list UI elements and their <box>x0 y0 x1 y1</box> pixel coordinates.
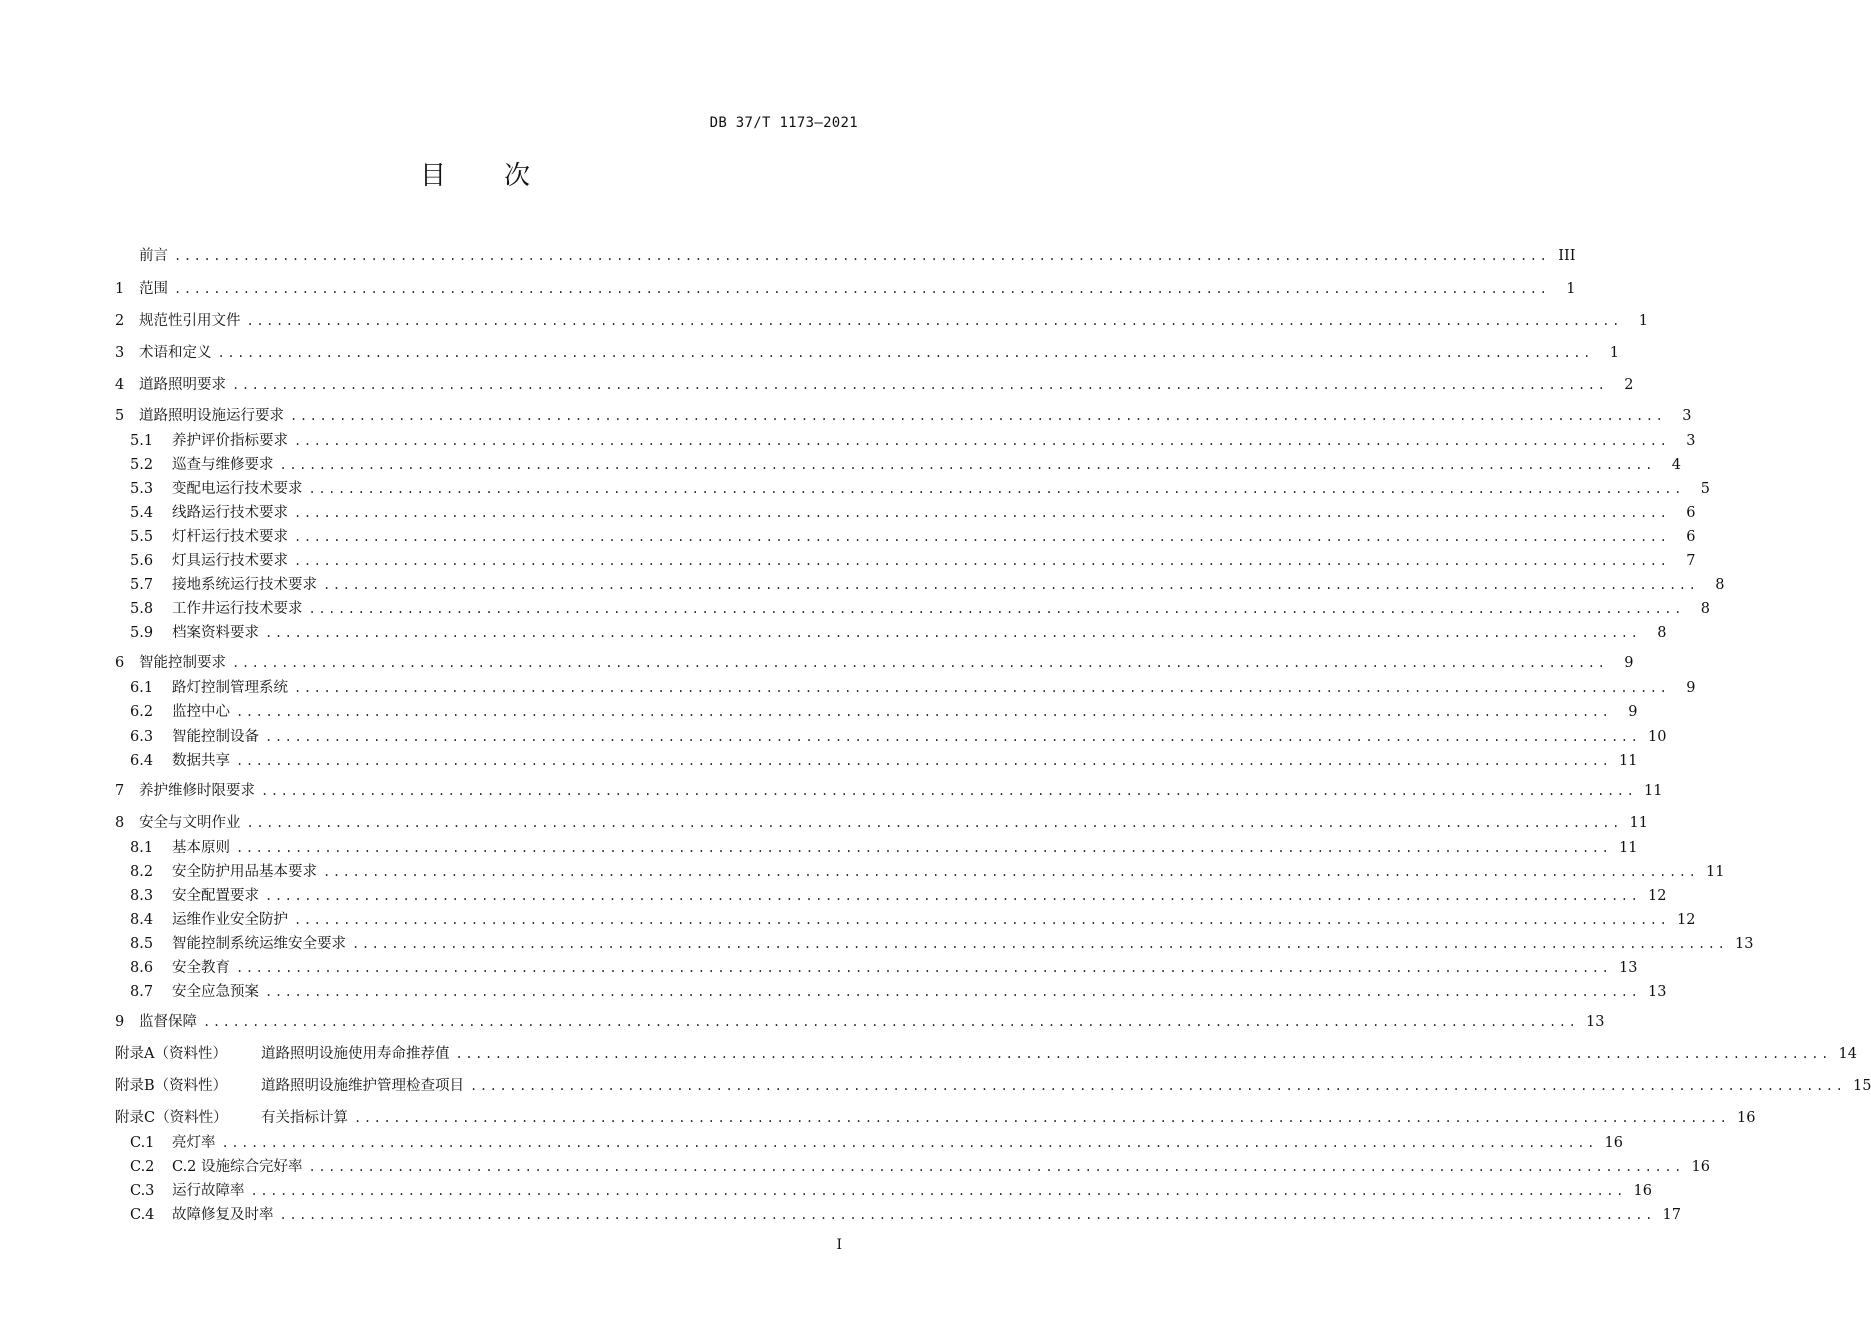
toc-entry-page: 12 <box>1677 912 1696 928</box>
toc-entry-label: 巡查与维修要求 <box>172 457 274 473</box>
toc-leader-dots: ............................................................................................................................................ <box>217 346 1593 360</box>
toc-leader-dots: ............................................................................................................................................ <box>455 1047 1831 1061</box>
toc-leader-dots: ............................................................................................................................................ <box>294 681 1670 695</box>
toc-leader-dots: ............................................................................................................................................ <box>308 482 1684 496</box>
toc-entry-label: 安全配置要求 <box>172 888 259 904</box>
toc-entry-page: 13 <box>1586 1014 1605 1030</box>
toc-entry[interactable] <box>130 454 1681 476</box>
toc-entry-label: 路灯控制管理系统 <box>172 680 288 696</box>
toc-entry[interactable] <box>130 430 1696 452</box>
document-code: DB 37/T 1173—2021 <box>709 115 858 131</box>
toc-entry[interactable] <box>115 780 1663 802</box>
toc-leader-dots: ............................................................................................................................................ <box>232 656 1608 670</box>
toc-entry[interactable] <box>130 622 1667 644</box>
toc-entry-page: 12 <box>1648 888 1667 904</box>
toc-leader-dots: ............................................................................................................................................ <box>470 1079 1846 1093</box>
toc-entry-label: 道路照明设施维护管理检查项目 <box>261 1078 464 1094</box>
toc-leader-dots: ............................................................................................................................................ <box>236 705 1612 719</box>
toc-leader-dots: ............................................................................................................................................ <box>290 409 1666 423</box>
toc-entry-number: 8.6 <box>130 960 154 976</box>
toc-entry-label: C.2 设施综合完好率 <box>172 1159 303 1175</box>
toc-leader-dots: ............................................................................................................................................ <box>323 578 1699 592</box>
toc-entry-label: 灯杆运行技术要求 <box>172 529 288 545</box>
toc-entry-label: 安全与文明作业 <box>139 815 241 831</box>
toc-entry-label: 基本原则 <box>172 840 230 856</box>
toc-entry[interactable] <box>115 342 1619 364</box>
toc-entry-number: 8.7 <box>130 984 154 1000</box>
toc-entry-number: 6.1 <box>130 680 154 696</box>
toc-entry-page: 8 <box>1700 601 1710 617</box>
toc-entry[interactable] <box>130 478 1710 500</box>
toc-leader-dots: ............................................................................................................................................ <box>265 626 1641 640</box>
toc-entry-label: 安全防护用品基本要求 <box>172 864 317 880</box>
toc-leader-dots: ............................................................................................................................................ <box>232 378 1608 392</box>
toc-entry-page: 1 <box>1566 281 1576 297</box>
toc-entry-number: 8.1 <box>130 840 154 856</box>
page-number: I <box>836 1237 842 1253</box>
toc-entry-number: 5 <box>115 408 125 424</box>
toc-entry-page: 7 <box>1686 553 1696 569</box>
toc-entry-number: 3 <box>115 345 125 361</box>
toc-entry[interactable] <box>130 981 1667 1003</box>
toc-entry-label: 工作井运行技术要求 <box>172 601 303 617</box>
toc-entry[interactable] <box>115 812 1648 834</box>
toc-entry[interactable] <box>115 245 1576 267</box>
toc-entry-number: 5.1 <box>130 433 154 449</box>
toc-entry-label: 智能控制系统运维安全要求 <box>172 936 346 952</box>
toc-entry[interactable] <box>130 1204 1681 1226</box>
toc-entry[interactable] <box>130 574 1725 596</box>
toc-entry[interactable] <box>130 701 1638 723</box>
toc-entry[interactable] <box>130 1156 1710 1178</box>
toc-entry[interactable] <box>130 957 1638 979</box>
toc-entry-number: 5.5 <box>130 529 154 545</box>
toc-entry[interactable] <box>115 405 1692 427</box>
toc-entry-page: 17 <box>1662 1207 1681 1223</box>
toc-entry-number: 附录B（资料性） <box>115 1078 228 1094</box>
toc-entry-number: C.1 <box>130 1135 155 1151</box>
toc-entry-number: 5.9 <box>130 625 154 641</box>
toc-entry-page: 11 <box>1619 753 1638 769</box>
toc-leader-dots: ............................................................................................................................................ <box>246 314 1622 328</box>
toc-entry-page: 11 <box>1706 864 1725 880</box>
toc-entry-number: C.3 <box>130 1183 155 1199</box>
toc-entry-label: 前言 <box>139 248 168 264</box>
toc-entry-number: 5.4 <box>130 505 154 521</box>
toc-entry-label: 道路照明设施使用寿命推荐值 <box>261 1046 450 1062</box>
toc-entry-label: 亮灯率 <box>172 1135 216 1151</box>
toc-entry-label: 道路照明设施运行要求 <box>139 408 284 424</box>
toc-entry[interactable] <box>130 726 1667 748</box>
toc-entry-page: 6 <box>1686 505 1696 521</box>
toc-leader-dots: ............................................................................................................................................ <box>174 249 1550 263</box>
toc-entry[interactable] <box>130 750 1638 772</box>
toc-entry[interactable] <box>115 310 1648 332</box>
toc-entry[interactable] <box>115 374 1634 396</box>
toc-entry-page: 10 <box>1648 729 1667 745</box>
toc-entry-page: 9 <box>1686 680 1696 696</box>
toc-leader-dots: ............................................................................................................................................ <box>294 434 1670 448</box>
toc-entry[interactable] <box>130 677 1696 699</box>
toc-entry-label: 灯具运行技术要求 <box>172 553 288 569</box>
toc-entry-label: 安全应急预案 <box>172 984 259 1000</box>
toc-leader-dots: ............................................................................................................................................ <box>174 282 1550 296</box>
toc-entry-number: C.4 <box>130 1207 155 1223</box>
toc-entry-page: 16 <box>1604 1135 1623 1151</box>
toc-entry-number: 7 <box>115 783 125 799</box>
toc-entry-label: 智能控制要求 <box>139 655 226 671</box>
toc-entry-page: 2 <box>1624 377 1634 393</box>
toc-entry[interactable] <box>130 1180 1652 1202</box>
toc-entry-label: 变配电运行技术要求 <box>172 481 303 497</box>
toc-entry[interactable] <box>130 526 1696 548</box>
toc-entry-label: 术语和定义 <box>139 345 212 361</box>
toc-entry-label: 监督保障 <box>139 1014 197 1030</box>
toc-entry[interactable] <box>115 1075 1871 1097</box>
toc-entry-page: III <box>1558 248 1576 264</box>
toc-entry-page: 16 <box>1691 1159 1710 1175</box>
toc-entry-label: 规范性引用文件 <box>139 313 241 329</box>
toc-entry-number: 8.4 <box>130 912 154 928</box>
toc-entry-number: 8.2 <box>130 864 154 880</box>
toc-leader-dots: ............................................................................................................................................ <box>261 784 1637 798</box>
toc-entry-number: C.2 <box>130 1159 155 1175</box>
toc-entry-label: 运维作业安全防护 <box>172 912 288 928</box>
toc-entry[interactable] <box>130 885 1667 907</box>
toc-entry-page: 6 <box>1686 529 1696 545</box>
toc-entry-number: 6.2 <box>130 704 154 720</box>
toc-entry-number: 5.6 <box>130 553 154 569</box>
toc-entry-page: 16 <box>1633 1183 1652 1199</box>
toc-entry-label: 范围 <box>139 281 168 297</box>
toc-entry-number: 5.8 <box>130 601 154 617</box>
toc-leader-dots: ............................................................................................................................................ <box>236 754 1612 768</box>
toc-entry[interactable] <box>130 598 1710 620</box>
toc-entry-page: 16 <box>1737 1110 1756 1126</box>
toc-entry-page: 11 <box>1644 783 1663 799</box>
toc-entry-page: 1 <box>1609 345 1619 361</box>
toc-entry-number: 5.7 <box>130 577 154 593</box>
toc-entry-page: 1 <box>1638 313 1648 329</box>
toc-entry-label: 接地系统运行技术要求 <box>172 577 317 593</box>
page-title: 目次 <box>419 161 588 191</box>
toc-entry-number: 4 <box>115 377 125 393</box>
toc-entry-label: 线路运行技术要求 <box>172 505 288 521</box>
toc-leader-dots: ............................................................................................................................................ <box>308 602 1684 616</box>
toc-entry[interactable] <box>115 278 1576 300</box>
toc-entry[interactable] <box>130 861 1725 883</box>
toc-leader-dots: ............................................................................................................................................ <box>308 1160 1684 1174</box>
toc-entry-label: 档案资料要求 <box>172 625 259 641</box>
toc-entry-page: 15 <box>1853 1078 1871 1094</box>
toc-entry-number: 8 <box>115 815 125 831</box>
toc-leader-dots: ............................................................................................................................................ <box>279 458 1655 472</box>
toc-entry-label: 养护维修时限要求 <box>139 783 255 799</box>
toc-entry[interactable] <box>130 837 1638 859</box>
toc-entry[interactable] <box>115 1107 1756 1129</box>
toc-entry[interactable] <box>115 652 1634 674</box>
toc-leader-dots: ............................................................................................................................................ <box>265 730 1641 744</box>
toc-leader-dots: ............................................................................................................................................ <box>354 1111 1730 1125</box>
toc-leader-dots: ............................................................................................................................................ <box>246 816 1622 830</box>
toc-entry[interactable] <box>130 502 1696 524</box>
toc-entry-number: 5.3 <box>130 481 154 497</box>
toc-leader-dots: ............................................................................................................................................ <box>279 1208 1655 1222</box>
toc-entry-number: 1 <box>115 281 125 297</box>
toc-leader-dots: ............................................................................................................................................ <box>323 865 1699 879</box>
toc-entry-page: 8 <box>1657 625 1667 641</box>
toc-entry-label: 故障修复及时率 <box>172 1207 274 1223</box>
toc-entry-page: 3 <box>1682 408 1692 424</box>
toc-entry-label: 监控中心 <box>172 704 230 720</box>
toc-entry-page: 9 <box>1628 704 1638 720</box>
toc-entry-label: 运行故障率 <box>172 1183 245 1199</box>
toc-entry-label: 数据共享 <box>172 753 230 769</box>
toc-entry[interactable] <box>130 909 1696 931</box>
toc-entry-page: 4 <box>1671 457 1681 473</box>
toc-leader-dots: ............................................................................................................................................ <box>221 1136 1597 1150</box>
toc-entry[interactable] <box>130 1132 1623 1154</box>
toc-entry-number: 9 <box>115 1014 125 1030</box>
toc-entry-number: 6.4 <box>130 753 154 769</box>
toc-entry-number: 8.3 <box>130 888 154 904</box>
toc-entry-number: 6 <box>115 655 125 671</box>
toc-entry-page: 5 <box>1700 481 1710 497</box>
toc-entry-number: 附录C（资料性） <box>115 1110 228 1126</box>
toc-entry-page: 13 <box>1619 960 1638 976</box>
toc-leader-dots: ............................................................................................................................................ <box>265 889 1641 903</box>
toc-entry[interactable] <box>130 550 1696 572</box>
toc-leader-dots: ............................................................................................................................................ <box>294 530 1670 544</box>
toc-entry-page: 9 <box>1624 655 1634 671</box>
toc-entry-page: 13 <box>1735 936 1754 952</box>
toc-entry-label: 有关指标计算 <box>261 1110 348 1126</box>
toc-leader-dots: ............................................................................................................................................ <box>236 961 1612 975</box>
toc-leader-dots: ............................................................................................................................................ <box>294 506 1670 520</box>
toc-entry-label: 养护评价指标要求 <box>172 433 288 449</box>
toc-entry[interactable] <box>130 933 1754 955</box>
toc-leader-dots: ............................................................................................................................................ <box>294 554 1670 568</box>
toc-entry-page: 14 <box>1838 1046 1857 1062</box>
toc-entry[interactable] <box>115 1011 1605 1033</box>
toc-entry-number: 6.3 <box>130 729 154 745</box>
toc-entry[interactable] <box>115 1043 1857 1065</box>
toc-entry-page: 11 <box>1619 840 1638 856</box>
toc-leader-dots: ............................................................................................................................................ <box>250 1184 1626 1198</box>
toc-entry-label: 智能控制设备 <box>172 729 259 745</box>
toc-leader-dots: ............................................................................................................................................ <box>265 985 1641 999</box>
toc-leader-dots: ............................................................................................................................................ <box>203 1015 1579 1029</box>
toc-entry-label: 道路照明要求 <box>139 377 226 393</box>
toc-entry-number: 2 <box>115 313 125 329</box>
toc-leader-dots: ............................................................................................................................................ <box>352 937 1728 951</box>
toc-entry-label: 安全教育 <box>172 960 230 976</box>
toc-leader-dots: ............................................................................................................................................ <box>236 841 1612 855</box>
toc-entry-page: 11 <box>1629 815 1648 831</box>
toc-entry-number: 8.5 <box>130 936 154 952</box>
toc-entry-page: 13 <box>1648 984 1667 1000</box>
toc-entry-page: 8 <box>1715 577 1725 593</box>
toc-entry-number: 附录A（资料性） <box>115 1046 227 1062</box>
toc-entry-number: 5.2 <box>130 457 154 473</box>
toc-leader-dots: ............................................................................................................................................ <box>294 913 1670 927</box>
toc-entry-page: 3 <box>1686 433 1696 449</box>
